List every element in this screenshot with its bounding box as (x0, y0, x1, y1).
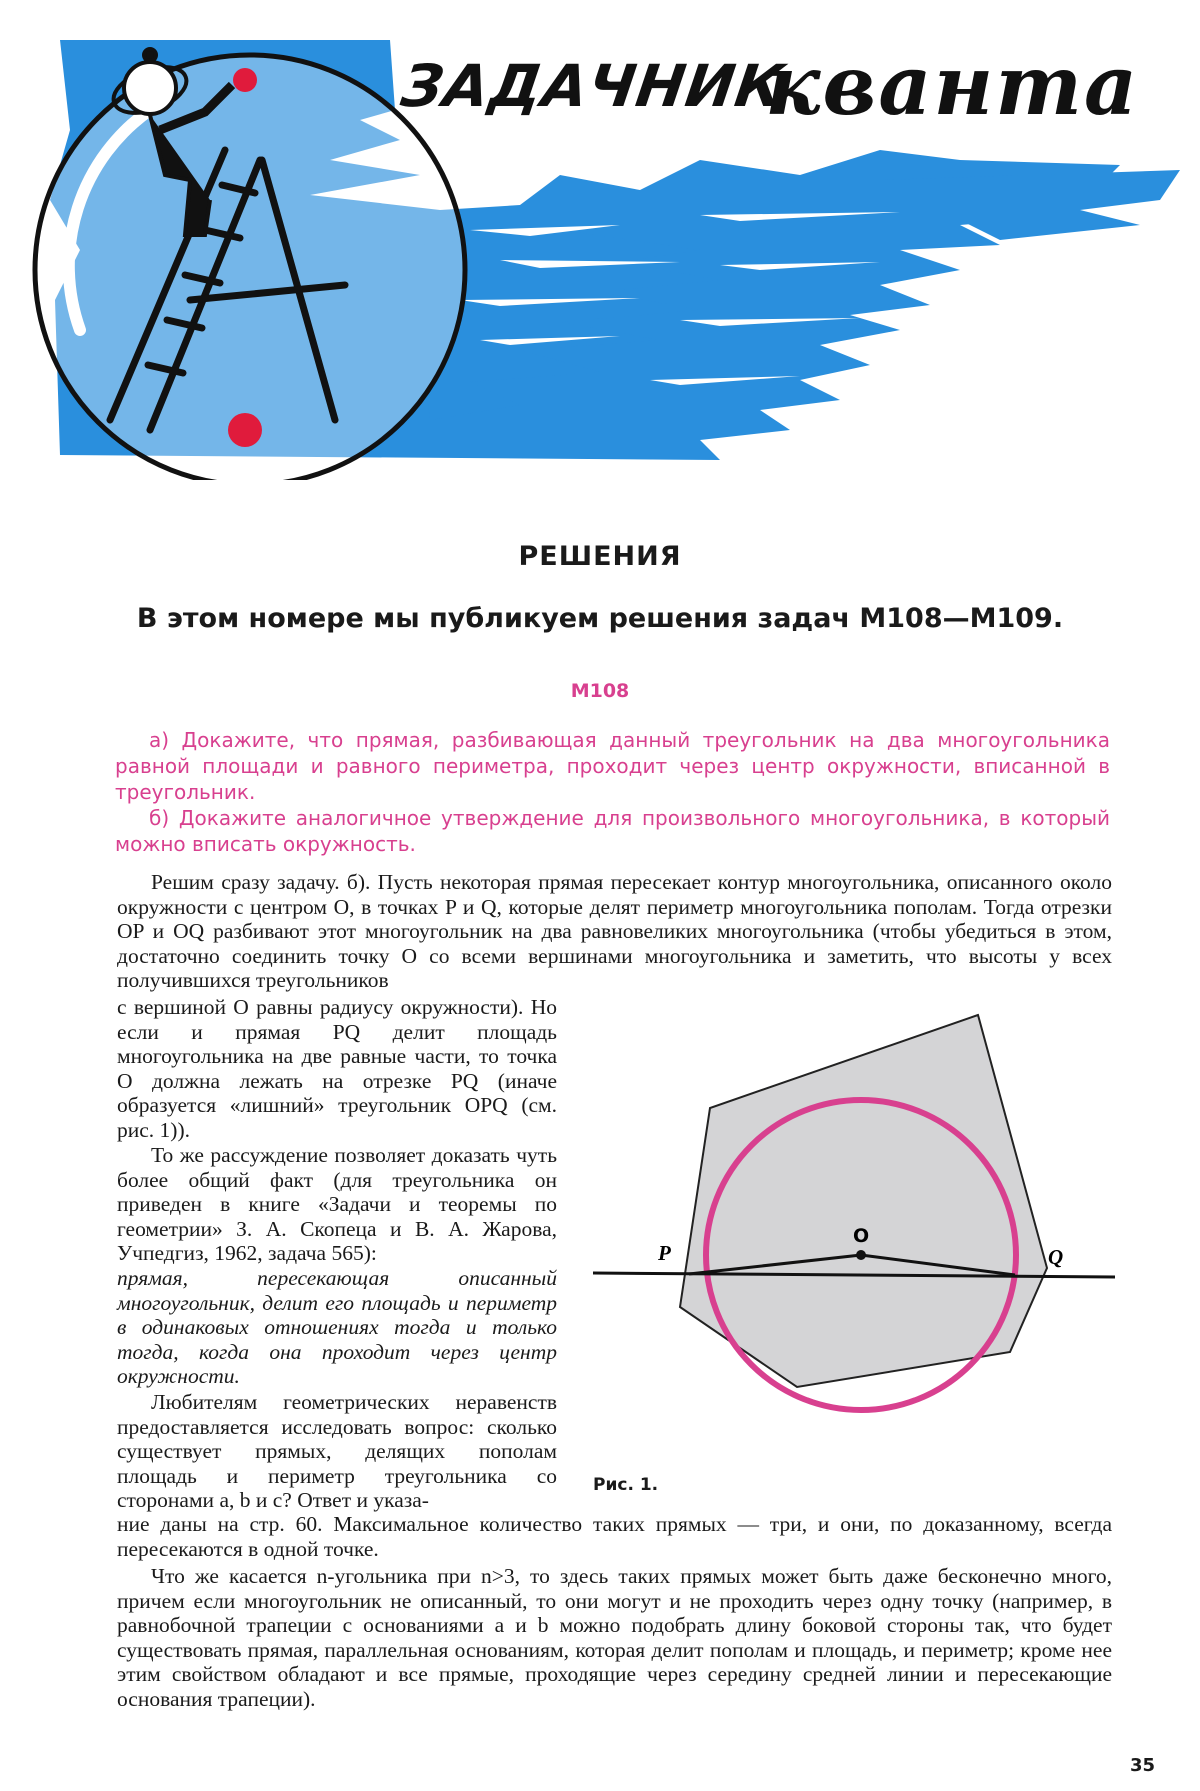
red-ball-top (233, 68, 257, 92)
solution-paragraph-2: То же рассуждение позволяет доказать чуть более общий факт (для треугольника он приведен в книге «Задачи и теоремы по геометрии» З. А. Скопеца и В. А. Жарова, Учпедгиз, 1962, задача 565): (117, 1143, 557, 1265)
red-ball-bottom (228, 413, 262, 447)
intro-heading: В этом номере мы публикуем решения задач М108—М109. (136, 603, 1064, 634)
header-title: ЗАДАЧНИК (397, 52, 789, 120)
center-point (856, 1250, 866, 1260)
header-logo-word: кванта (765, 38, 1140, 134)
figure-1 (585, 1010, 1125, 1460)
problem-part-a: а) Докажите, что прямая, разбивающая данный треугольник на два многоугольника равной площади и равного периметра, проходит через центр окружности, вписанной в треугольник. (115, 728, 1110, 804)
figure-caption: Рис. 1. (593, 1475, 659, 1495)
page-number: 35 (1130, 1755, 1156, 1776)
section-title: РЕШЕНИЯ (518, 541, 682, 572)
problem-part-b: б) Докажите аналогичное утверждение для произвольного многоугольника, в который можно вписать окружность. (115, 806, 1110, 856)
solution-paragraph-3-cont: ние даны на стр. 60. Максимальное количество таких прямых — три, и они, по доказанному, всегда пересекаются в одной точке. (117, 1512, 1112, 1561)
problem-code: М108 (570, 680, 630, 702)
solution-paragraph-1-cont: с вершиной O равны радиусу окружности). Но если и прямая PQ делит площадь многоугольника на две равные части, то точка O должна лежать на отрезке PQ (иначе образуется «лишний» треугольник OPQ (см. рис. 1)). (117, 995, 557, 1142)
label-o: O (853, 1225, 870, 1247)
solution-paragraph-4: Что же касается n-угольника при n>3, то здесь таких прямых может быть даже бесконечно много, причем если многоугольник не описанный, то они могут и не проходить через одну точку (например, в равнобочной трапеции с основаниями a и b можно подобрать длину боковой стороны так, что будет существовать прямая, параллельная основаниям, которая делит пополам и площадь, и периметр; кроме нее этим свойством обладают и все прямые, проходящие через середину средней линии и пересекающие основания трапеции). (117, 1564, 1112, 1711)
label-p: P (658, 1241, 671, 1265)
solution-paragraph-3: Любителям геометрических неравенств предоставляется исследовать вопрос: сколько существует прямых, делящих пополам площадь и периметр треугольника со сторонами a, b и c? Ответ и указа- (117, 1390, 557, 1512)
circumscribed-polygon (680, 1015, 1047, 1387)
label-q: Q (1048, 1245, 1064, 1269)
solution-paragraph-1: Решим сразу задачу. б). Пусть некоторая прямая пересекает контур многоугольника, описанного около окружности с центром O, в точках P и Q, которые делят периметр многоугольника пополам. Тогда отрезки OP и OQ разбивают этот многоугольник на два равновеликих многоугольника (чтобы убедиться в этом, достаточно соединить точку O со всеми вершинами многоугольника и заметить, что высоты у всех получившихся треугольников (117, 870, 1112, 992)
solution-paragraph-2-italic: прямая, пересекающая описанный многоугольник, делит его площадь и периметр в одинаковых отношениях тогда и только тогда, когда она проходит через центр окружности. (117, 1266, 557, 1388)
